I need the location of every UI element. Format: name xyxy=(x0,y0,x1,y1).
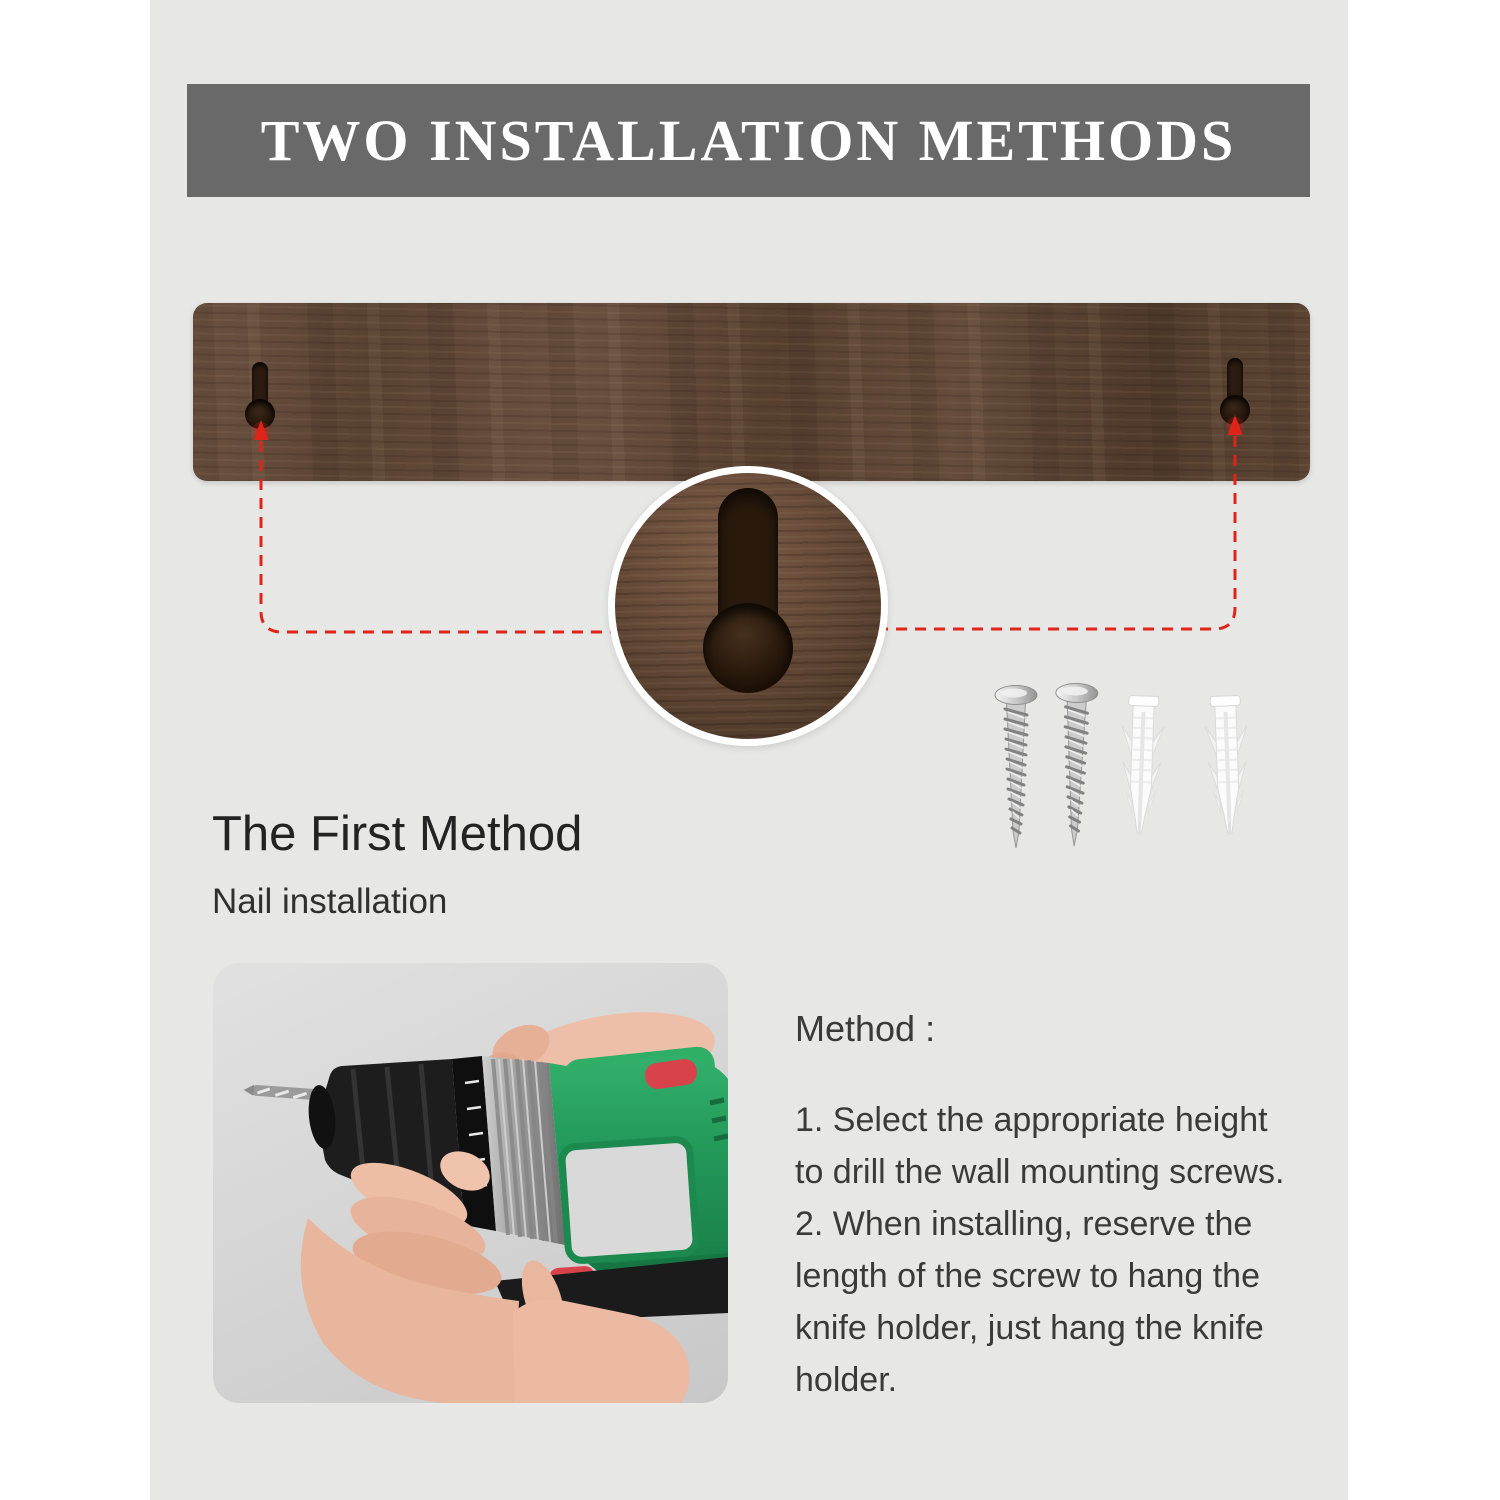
hand-left xyxy=(301,1144,519,1403)
drill-illustration xyxy=(213,963,728,1403)
method-instructions xyxy=(795,1008,1310,1406)
knife-holder-back-panel xyxy=(193,303,1310,481)
mounting-hardware xyxy=(985,672,1277,864)
keyhole-left xyxy=(245,362,275,428)
first-method-subheading: Nail installation xyxy=(212,882,448,921)
banner xyxy=(187,84,1310,197)
keyhole-detail-inset xyxy=(608,466,888,746)
instruction-line: holder. xyxy=(795,1361,898,1399)
instruction-line: length of the screw to hang the xyxy=(795,1257,1260,1295)
keyhole-right xyxy=(1220,358,1250,424)
wall-anchor-icon xyxy=(1118,695,1165,834)
instruction-line: to drill the wall mounting screws. xyxy=(795,1153,1285,1191)
screw-icon xyxy=(995,686,1037,849)
wall-anchor-icon xyxy=(1204,695,1251,834)
instruction-line: knife holder, just hang the knife xyxy=(795,1309,1264,1347)
drill-body xyxy=(548,1045,728,1292)
banner-title: TWO INSTALLATION METHODS xyxy=(260,108,1237,173)
drill-photo xyxy=(213,963,728,1403)
keyhole-hole-magnified xyxy=(703,603,793,693)
keyhole-hole xyxy=(245,399,275,429)
method-label: Method : xyxy=(795,1008,936,1049)
keyhole-hole xyxy=(1220,395,1250,425)
instruction-line: 1. Select the appropriate height xyxy=(795,1101,1268,1139)
first-method-heading: The First Method xyxy=(212,807,583,861)
instruction-line: 2. When installing, reserve the xyxy=(795,1205,1253,1243)
screw-icon xyxy=(1053,683,1098,846)
